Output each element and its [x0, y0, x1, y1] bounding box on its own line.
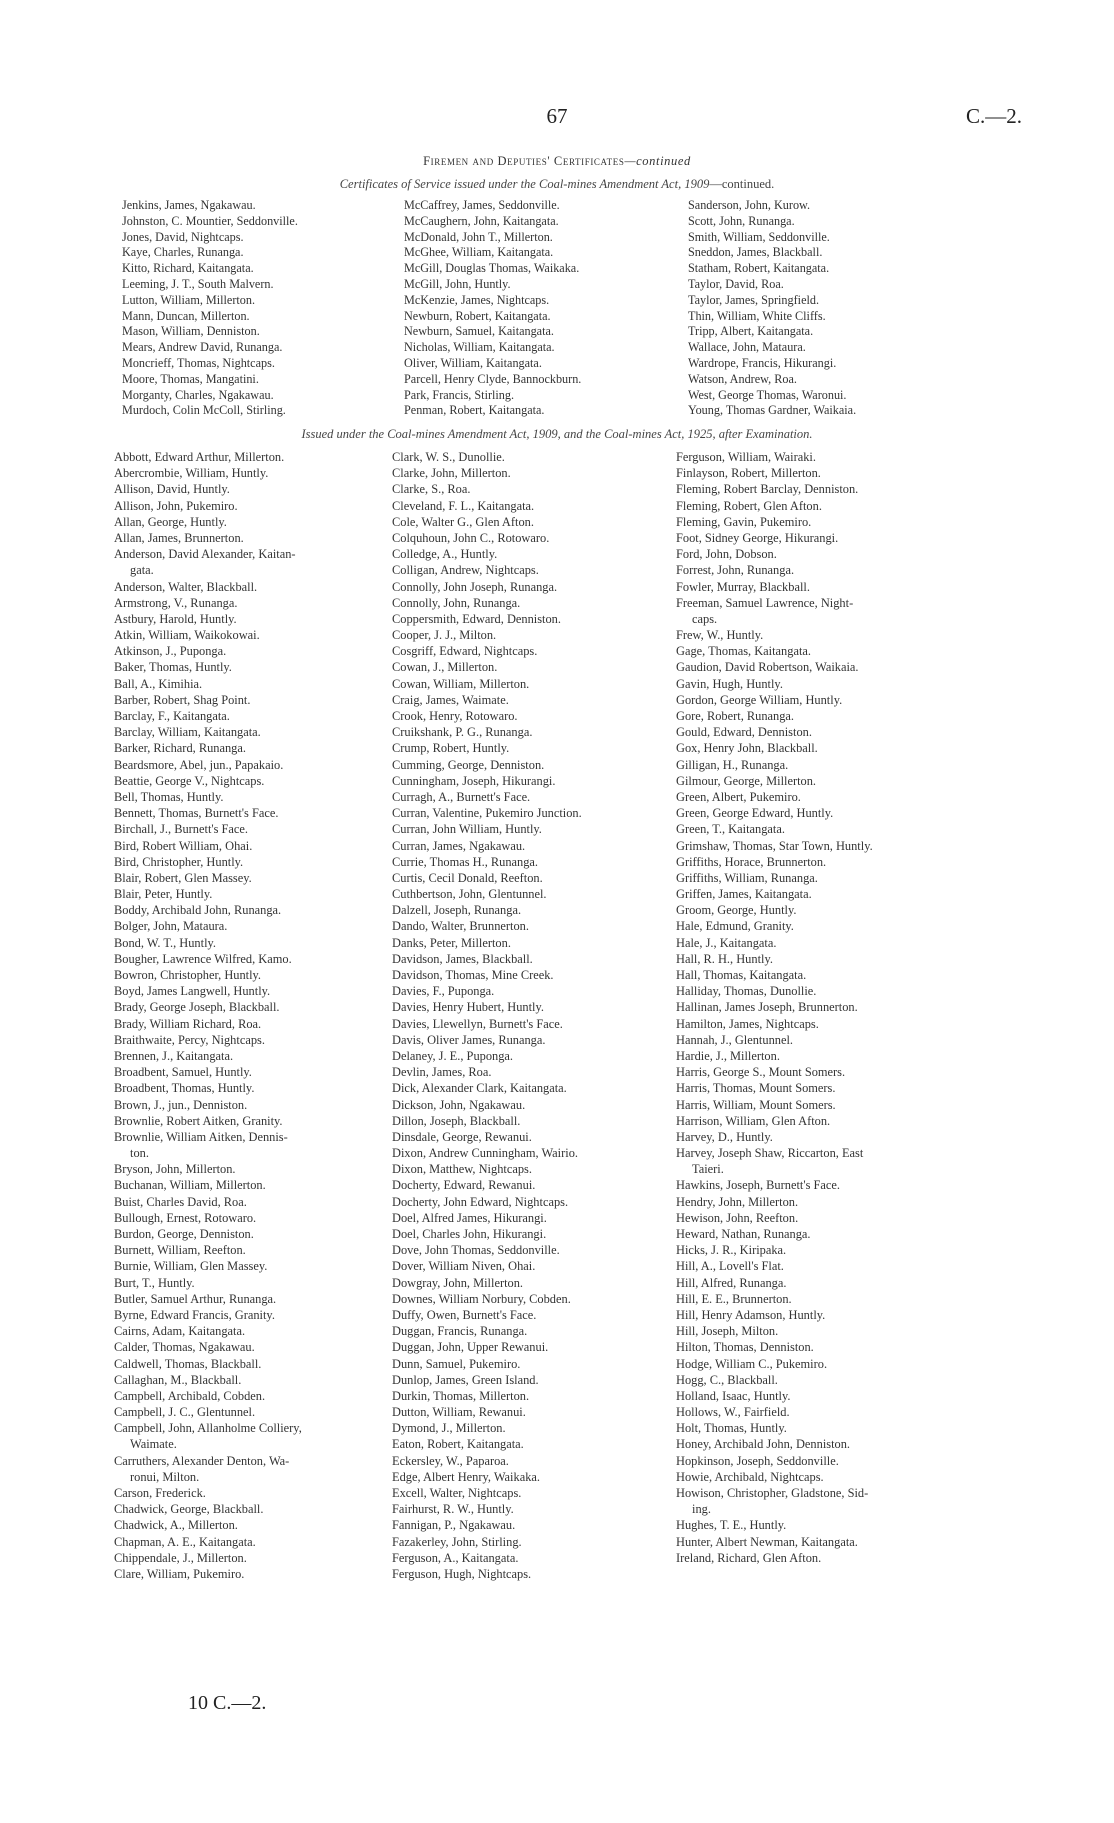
list-item: Taylor, David, Roa. [688, 276, 784, 291]
list-item: Hilton, Thomas, Denniston. [676, 1340, 814, 1355]
heading-continued: —continued [624, 154, 691, 168]
document-reference: C.—2. [965, 104, 1022, 128]
list-item: Connolly, John Joseph, Runanga. [392, 579, 558, 594]
list-item: Currie, Thomas H., Runanga. [392, 854, 539, 869]
list-item: Anderson, Walter, Blackball. [114, 579, 258, 594]
list-item: Curtis, Cecil Donald, Reefton. [392, 870, 543, 885]
list-item-continuation: Waimate. [130, 1437, 177, 1452]
list-item: Davidson, Thomas, Mine Creek. [392, 968, 554, 982]
list-item: Butler, Samuel Arthur, Runanga. [114, 1291, 277, 1306]
list-item: Smith, William, Seddonville. [688, 229, 830, 244]
list-item: Hollows, W., Fairfield. [676, 1405, 790, 1420]
list-item: Hunter, Albert Newman, Kaitangata. [676, 1534, 858, 1549]
list-item: Chapman, A. E., Kaitangata. [114, 1534, 256, 1549]
list-item: Birchall, J., Burnett's Face. [114, 822, 249, 837]
list-item: Hawkins, Joseph, Burnett's Face. [676, 1178, 840, 1193]
list-item: Griffiths, Horace, Brunnerton. [676, 854, 827, 869]
list-item: Hill, A., Lovell's Flat. [676, 1259, 784, 1274]
list-item: Buchanan, William, Millerton. [114, 1178, 266, 1193]
list-item: Murdoch, Colin McColl, Stirling. [122, 403, 286, 418]
list-item: Bennett, Thomas, Burnett's Face. [114, 806, 279, 821]
list-item: Hewison, John, Reefton. [676, 1210, 799, 1225]
list-item: Griffiths, William, Runanga. [676, 870, 818, 885]
list-item: Oliver, William, Kaitangata. [404, 355, 542, 370]
list-item: Barker, Richard, Runanga. [114, 741, 246, 756]
list-item: Hughes, T. E., Huntly. [676, 1518, 787, 1533]
list-item: Beattie, George V., Nightcaps. [114, 773, 265, 788]
section2-column-2 [392, 449, 582, 1582]
list-item: Forrest, John, Runanga. [676, 563, 795, 578]
list-item: Barclay, F., Kaitangata. [114, 709, 230, 723]
list-item: Harvey, D., Huntly. [676, 1129, 773, 1144]
list-item: Davies, F., Puponga. [392, 984, 495, 999]
list-item: Bird, Christopher, Huntly. [114, 854, 244, 869]
list-item: Durkin, Thomas, Millerton. [392, 1388, 530, 1403]
list-item: Ireland, Richard, Glen Afton. [676, 1550, 822, 1565]
list-item: Newburn, Samuel, Kaitangata. [404, 324, 554, 339]
list-item: Baker, Thomas, Huntly. [114, 660, 232, 675]
list-item: Clarke, John, Millerton. [392, 466, 511, 481]
list-item: Dunn, Samuel, Pukemiro. [392, 1356, 521, 1371]
list-item: Gavin, Hugh, Huntly. [676, 676, 783, 691]
list-item: Braithwaite, Percy, Nightcaps. [114, 1032, 265, 1047]
list-item: Gaudion, David Robertson, Waikaia. [676, 660, 859, 675]
list-item: Ferguson, William, Wairaki. [676, 450, 816, 464]
list-item: Campbell, J. C., Glentunnel. [114, 1405, 256, 1420]
list-item: Brady, William Richard, Roa. [114, 1016, 262, 1031]
list-item: Davies, Henry Hubert, Huntly. [392, 1000, 544, 1015]
list-item: Dando, Walter, Brunnerton. [392, 919, 529, 934]
list-item: Finlayson, Robert, Millerton. [676, 466, 821, 481]
list-item: Fleming, Robert, Glen Afton. [676, 498, 822, 513]
list-item: Gox, Henry John, Blackball. [676, 741, 818, 756]
list-item-continuation: ing. [692, 1502, 711, 1517]
list-item: Bullough, Ernest, Rotowaro. [114, 1210, 257, 1225]
list-item: Abercrombie, William, Huntly. [114, 466, 269, 481]
list-item: Burt, T., Huntly. [114, 1275, 195, 1290]
list-item: Dymond, J., Millerton. [392, 1421, 506, 1436]
list-item: Hill, E. E., Brunnerton. [676, 1291, 792, 1306]
list-item: Cunningham, Joseph, Hikurangi. [392, 773, 556, 788]
list-item: Blair, Robert, Glen Massey. [114, 870, 252, 885]
list-item: Broadbent, Samuel, Huntly. [114, 1065, 252, 1080]
list-item: Byrne, Edward Francis, Granity. [114, 1307, 275, 1322]
list-item: Ferguson, A., Kaitangata. [392, 1550, 519, 1565]
list-item: McGill, John, Huntly. [404, 276, 511, 291]
list-item: Atkin, William, Waikokowai. [114, 628, 260, 643]
list-item: Campbell, John, Allanholme Colliery, [114, 1421, 302, 1436]
list-item: Abbott, Edward Arthur, Millerton. [114, 450, 285, 464]
list-item: Penman, Robert, Kaitangata. [404, 403, 545, 418]
list-item: Holland, Isaac, Huntly. [676, 1388, 791, 1403]
list-item: Devlin, James, Roa. [392, 1065, 492, 1080]
list-item: Dunlop, James, Green Island. [392, 1372, 539, 1387]
list-item: Cole, Walter G., Glen Afton. [392, 514, 534, 529]
list-item: Tripp, Albert, Kaitangata. [688, 324, 814, 339]
list-item: Nicholas, William, Kaitangata. [404, 340, 555, 355]
list-item: Dutton, William, Rewanui. [392, 1405, 526, 1420]
list-item: Fleming, Gavin, Pukemiro. [676, 514, 812, 529]
list-item: Cooper, J. J., Milton. [392, 628, 497, 643]
list-item-continuation: Taieri. [692, 1162, 724, 1177]
list-item: Crook, Henry, Rotowaro. [392, 709, 518, 723]
list-item: Chadwick, George, Blackball. [114, 1502, 264, 1517]
list-item: Sneddon, James, Blackball. [688, 245, 823, 260]
list-item: Harris, George S., Mount Somers. [676, 1065, 846, 1080]
list-item: Carson, Frederick. [114, 1486, 206, 1500]
list-item: Burdon, George, Denniston. [114, 1227, 254, 1241]
list-item: Hamilton, James, Nightcaps. [676, 1016, 819, 1031]
list-item: Morganty, Charles, Ngakawau. [122, 387, 274, 402]
list-item: Danks, Peter, Millerton. [392, 935, 511, 950]
list-item: Gilmour, George, Millerton. [676, 773, 817, 788]
list-item: Bryson, John, Millerton. [114, 1162, 236, 1177]
list-item: Colquhoun, John C., Rotowaro. [392, 530, 550, 545]
list-item: Green, T., Kaitangata. [676, 822, 785, 837]
list-item: Allan, George, Huntly. [114, 514, 227, 529]
list-item: Coppersmith, Edward, Denniston. [392, 611, 561, 626]
list-item: McKenzie, James, Nightcaps. [404, 292, 550, 307]
list-item: Allan, James, Brunnerton. [114, 530, 244, 545]
list-item: Colledge, A., Huntly. [392, 547, 498, 562]
list-item: Gilligan, H., Runanga. [676, 757, 789, 772]
list-item: Allison, David, Huntly. [114, 482, 230, 497]
list-item: Gould, Edward, Denniston. [676, 725, 812, 740]
list-item: Park, Francis, Stirling. [404, 387, 515, 402]
list-item: Wardrope, Francis, Hikurangi. [688, 355, 837, 370]
list-item: Bond, W. T., Huntly. [114, 935, 217, 950]
list-item: Downes, William Norbury, Cobden. [392, 1291, 571, 1306]
list-item: Bolger, John, Mataura. [114, 919, 228, 934]
list-item: Foot, Sidney George, Hikurangi. [676, 530, 839, 545]
list-item: Dover, William Niven, Ohai. [392, 1259, 536, 1274]
list-item: Fleming, Robert Barclay, Denniston. [676, 482, 859, 497]
list-item: Moore, Thomas, Mangatini. [122, 371, 259, 386]
list-item: Dove, John Thomas, Seddonville. [392, 1243, 560, 1258]
section-heading [0, 154, 1114, 169]
list-item: Hardie, J., Millerton. [676, 1048, 780, 1063]
list-item: Jenkins, James, Ngakawau. [122, 198, 256, 212]
list-item: Hill, Henry Adamson, Huntly. [676, 1307, 826, 1322]
list-item: Davis, Oliver James, Runanga. [392, 1032, 546, 1047]
list-item: Ford, John, Dobson. [676, 547, 777, 562]
list-item: Barclay, William, Kaitangata. [114, 725, 261, 740]
list-item-continuation: ton. [130, 1146, 149, 1161]
list-item: Boddy, Archibald John, Runanga. [114, 903, 282, 918]
list-item: Atkinson, J., Puponga. [114, 644, 227, 659]
list-item: Dickson, John, Ngakawau. [392, 1097, 526, 1112]
list-item: Fannigan, P., Ngakawau. [392, 1518, 516, 1533]
footer-signature: 10 C.—2. [188, 1692, 267, 1714]
section1-title [0, 177, 1114, 192]
list-item: Mears, Andrew David, Runanga. [122, 340, 283, 355]
list-item: Groom, George, Huntly. [676, 903, 797, 918]
list-item: Curran, John William, Huntly. [392, 822, 542, 837]
list-item: Excell, Walter, Nightcaps. [392, 1486, 522, 1500]
list-item: Honey, Archibald John, Denniston. [676, 1437, 851, 1452]
list-item: Green, George Edward, Huntly. [676, 806, 834, 821]
list-item: Ball, A., Kimihia. [114, 676, 203, 691]
list-item: Curragh, A., Burnett's Face. [392, 789, 531, 804]
list-item: Dixon, Andrew Cunningham, Wairio. [392, 1146, 578, 1161]
list-item: Blair, Peter, Huntly. [114, 887, 213, 902]
list-item: Sanderson, John, Kurow. [688, 198, 811, 212]
list-item: Cowan, William, Millerton. [392, 676, 530, 691]
list-item: Hannah, J., Glentunnel. [676, 1032, 793, 1047]
list-item: Harvey, Joseph Shaw, Riccarton, East [676, 1146, 864, 1161]
list-item: Docherty, Edward, Rewanui. [392, 1178, 536, 1193]
list-item: Boyd, James Langwell, Huntly. [114, 984, 271, 999]
list-item: Carruthers, Alexander Denton, Wa- [114, 1453, 290, 1468]
list-item: Dillon, Joseph, Blackball. [392, 1113, 521, 1128]
list-item: Cosgriff, Edward, Nightcaps. [392, 644, 538, 659]
list-item: Gordon, George William, Huntly. [676, 692, 843, 707]
list-item: Harris, William, Mount Somers. [676, 1097, 836, 1112]
list-item: Bell, Thomas, Huntly. [114, 789, 224, 804]
list-item: McGhee, William, Kaitangata. [404, 245, 554, 260]
list-item: Clarke, S., Roa. [392, 482, 471, 497]
list-item: Green, Albert, Pukemiro. [676, 789, 801, 804]
list-item: Halliday, Thomas, Dunollie. [676, 984, 817, 999]
list-item: Howison, Christopher, Gladstone, Sid- [676, 1486, 869, 1500]
list-item: Mason, William, Denniston. [122, 324, 260, 339]
list-item: Armstrong, V., Runanga. [114, 595, 238, 610]
list-item: Howie, Archibald, Nightcaps. [676, 1469, 824, 1484]
list-item: Barber, Robert, Shag Point. [114, 692, 251, 707]
list-item: McDonald, John T., Millerton. [404, 229, 553, 244]
list-item: Parcell, Henry Clyde, Bannockburn. [404, 371, 582, 386]
list-item: Brownlie, William Aitken, Dennis- [114, 1129, 288, 1144]
list-item: Moncrieff, Thomas, Nightcaps. [122, 355, 275, 370]
list-item: Dixon, Matthew, Nightcaps. [392, 1162, 532, 1177]
list-item: Chadwick, A., Millerton. [114, 1518, 238, 1533]
list-item: Hale, Edmund, Granity. [676, 919, 794, 934]
list-item: Curran, James, Ngakawau. [392, 838, 526, 853]
list-item: Davidson, James, Blackball. [392, 951, 533, 966]
list-item: Anderson, David Alexander, Kaitan- [114, 547, 296, 562]
list-item: Frew, W., Huntly. [676, 628, 764, 643]
list-item: Hale, J., Kaitangata. [676, 935, 777, 950]
list-item: Cleveland, F. L., Kaitangata. [392, 498, 535, 513]
list-item: Brownlie, Robert Aitken, Granity. [114, 1113, 283, 1128]
list-item: Eckersley, W., Paparoa. [392, 1453, 509, 1468]
list-item: Connolly, John, Runanga. [392, 595, 521, 610]
list-item: Leeming, J. T., South Malvern. [122, 276, 274, 291]
list-item: Dick, Alexander Clark, Kaitangata. [392, 1081, 567, 1096]
list-item: Delaney, J. E., Puponga. [392, 1048, 514, 1063]
list-item: Eaton, Robert, Kaitangata. [392, 1437, 524, 1452]
list-item-continuation: ronui, Milton. [130, 1469, 200, 1484]
page-number: 67 [546, 104, 568, 128]
list-item: McGill, Douglas Thomas, Waikaka. [404, 261, 580, 276]
list-item: Burnie, William, Glen Massey. [114, 1259, 268, 1274]
list-item: Hill, Alfred, Runanga. [676, 1275, 787, 1290]
section2-column-3 [676, 449, 873, 1566]
list-item: Young, Thomas Gardner, Waikaia. [688, 403, 857, 418]
section1-title-suffix: —continued. [709, 177, 775, 191]
list-item: Crump, Robert, Huntly. [392, 741, 510, 756]
section1-title-italic: Certificates of Service issued under the Coal-mines Amendment Act, 1909 [339, 177, 710, 191]
list-item: Wallace, John, Mataura. [688, 340, 806, 355]
list-item: Edge, Albert Henry, Waikaka. [392, 1469, 540, 1484]
list-item: Fairhurst, R. W., Huntly. [392, 1502, 514, 1517]
list-item: Bowron, Christopher, Huntly. [114, 968, 262, 982]
list-item: Docherty, John Edward, Nightcaps. [392, 1194, 569, 1209]
section1-column-2 [404, 198, 581, 419]
list-item: Doel, Charles John, Hikurangi. [392, 1227, 547, 1241]
list-item: West, George Thomas, Waronui. [688, 387, 847, 402]
list-item: Griffen, James, Kaitangata. [676, 887, 812, 902]
list-item: Freeman, Samuel Lawrence, Night- [676, 595, 854, 610]
list-item: Curran, Valentine, Pukemiro Junction. [392, 806, 582, 821]
list-item: Hogg, C., Blackball. [676, 1372, 778, 1387]
list-item: Clare, William, Pukemiro. [114, 1566, 245, 1581]
list-item: Cruikshank, P. G., Runanga. [392, 725, 533, 740]
list-item: Heward, Nathan, Runanga. [676, 1227, 811, 1241]
list-item: Hall, Thomas, Kaitangata. [676, 968, 807, 982]
list-item: Holt, Thomas, Huntly. [676, 1421, 787, 1436]
list-item: Mann, Duncan, Millerton. [122, 308, 250, 323]
list-item: Duffy, Owen, Burnett's Face. [392, 1307, 537, 1322]
list-item: Craig, James, Waimate. [392, 692, 509, 707]
list-item: Doel, Alfred James, Hikurangi. [392, 1210, 547, 1225]
list-item: Dowgray, John, Millerton. [392, 1275, 524, 1290]
list-item: Duggan, Francis, Runanga. [392, 1324, 528, 1339]
list-item-continuation: caps. [692, 611, 718, 626]
list-item: Clark, W. S., Dunollie. [392, 450, 505, 464]
list-item: Bougher, Lawrence Wilfred, Kamo. [114, 951, 292, 966]
list-item: Harrison, William, Glen Afton. [676, 1113, 831, 1128]
list-item: Hicks, J. R., Kiripaka. [676, 1243, 787, 1258]
list-item: Hopkinson, Joseph, Seddonville. [676, 1453, 839, 1468]
list-item: Buist, Charles David, Roa. [114, 1194, 247, 1209]
section1-column-1 [122, 198, 298, 419]
list-item: Davies, Llewellyn, Burnett's Face. [392, 1016, 563, 1031]
list-item: Hodge, William C., Pukemiro. [676, 1356, 828, 1371]
list-item: Grimshaw, Thomas, Star Town, Huntly. [676, 838, 873, 853]
list-item: Calder, Thomas, Ngakawau. [114, 1340, 255, 1355]
list-item: Broadbent, Thomas, Huntly. [114, 1081, 255, 1096]
section2-title-text: Issued under the Coal-mines Amendment Act, 1909, and the Coal-mines Act, 1925, after Examination. [301, 427, 813, 441]
list-item: Harris, Thomas, Mount Somers. [676, 1081, 836, 1096]
section1-column-3 [688, 198, 856, 419]
list-item: Allison, John, Pukemiro. [114, 498, 238, 513]
list-item: Cumming, George, Denniston. [392, 757, 545, 772]
list-item: Gage, Thomas, Kaitangata. [676, 644, 811, 659]
section2-column-1 [114, 449, 302, 1582]
list-item: Thin, William, White Cliffs. [688, 308, 826, 323]
list-item: Kaye, Charles, Runanga. [122, 245, 244, 260]
list-item: McCaughern, John, Kaitangata. [404, 213, 559, 228]
list-item: Hendry, John, Millerton. [676, 1194, 799, 1209]
list-item: Campbell, Archibald, Cobden. [114, 1388, 266, 1403]
list-item: Statham, Robert, Kaitangata. [688, 261, 830, 276]
list-item: Astbury, Harold, Huntly. [114, 611, 237, 626]
list-item: Dinsdale, George, Rewanui. [392, 1129, 532, 1144]
list-item: Cairns, Adam, Kaitangata. [114, 1324, 246, 1339]
list-item: Callaghan, M., Blackball. [114, 1372, 242, 1387]
list-item: Hall, R. H., Huntly. [676, 951, 773, 966]
list-item: Jones, David, Nightcaps. [122, 229, 244, 244]
list-item: Caldwell, Thomas, Blackball. [114, 1356, 262, 1371]
list-item: Duggan, John, Upper Rewanui. [392, 1340, 549, 1355]
list-item: Bird, Robert William, Ohai. [114, 838, 253, 853]
list-item: McCaffrey, James, Seddonville. [404, 198, 560, 212]
list-item: Ferguson, Hugh, Nightcaps. [392, 1566, 532, 1581]
list-item: Gore, Robert, Runanga. [676, 709, 795, 723]
list-item: Beardsmore, Abel, jun., Papakaio. [114, 757, 284, 772]
section2-title [0, 427, 1114, 442]
list-item: Lutton, William, Millerton. [122, 292, 255, 307]
list-item: Johnston, C. Mountier, Seddonville. [122, 213, 298, 228]
list-item: Scott, John, Runanga. [688, 213, 795, 228]
list-item: Brady, George Joseph, Blackball. [114, 1000, 280, 1015]
list-item: Dalzell, Joseph, Runanga. [392, 903, 522, 918]
list-item: Fowler, Murray, Blackball. [676, 579, 810, 594]
list-item: Hallinan, James Joseph, Brunnerton. [676, 1000, 858, 1015]
list-item: Colligan, Andrew, Nightcaps. [392, 563, 539, 578]
list-item: Watson, Andrew, Roa. [688, 371, 797, 386]
list-item: Cowan, J., Millerton. [392, 660, 498, 675]
list-item: Kitto, Richard, Kaitangata. [122, 261, 254, 276]
list-item: Chippendale, J., Millerton. [114, 1550, 247, 1565]
list-item: Newburn, Robert, Kaitangata. [404, 308, 551, 323]
list-item: Fazakerley, John, Stirling. [392, 1534, 522, 1549]
list-item-continuation: gata. [130, 563, 154, 578]
list-item: Cuthbertson, John, Glentunnel. [392, 887, 547, 902]
list-item: Hill, Joseph, Milton. [676, 1324, 779, 1339]
list-item: Burnett, William, Reefton. [114, 1243, 246, 1258]
list-item: Brennen, J., Kaitangata. [114, 1048, 234, 1063]
list-item: Taylor, James, Springfield. [688, 292, 820, 307]
list-item: Brown, J., jun., Denniston. [114, 1097, 248, 1112]
heading-main: Firemen and Deputies' Certificates [423, 154, 625, 168]
